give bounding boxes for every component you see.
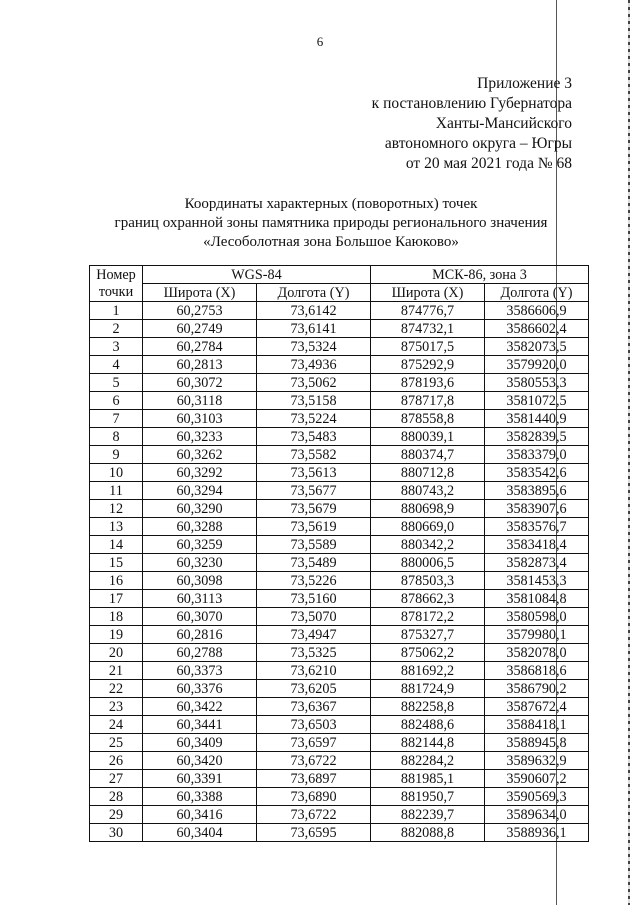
appendix-line: Приложение 3 bbox=[477, 75, 572, 92]
cell-msk-y: 3590607,2 bbox=[485, 770, 589, 788]
cell-wgs-lon: 73,6897 bbox=[257, 770, 371, 788]
cell-msk-y: 3582873,4 bbox=[485, 554, 589, 572]
cell-wgs-lat: 60,3420 bbox=[143, 752, 257, 770]
cell-wgs-lat: 60,2784 bbox=[143, 338, 257, 356]
cell-wgs-lon: 73,5062 bbox=[257, 374, 371, 392]
cell-wgs-lon: 73,6205 bbox=[257, 680, 371, 698]
cell-msk-x: 874732,1 bbox=[371, 320, 485, 338]
header-number: Номер точки bbox=[90, 266, 143, 302]
cell-wgs-lon: 73,6890 bbox=[257, 788, 371, 806]
cell-number: 15 bbox=[90, 554, 143, 572]
cell-msk-x: 882488,6 bbox=[371, 716, 485, 734]
cell-msk-x: 875327,7 bbox=[371, 626, 485, 644]
cell-wgs-lat: 60,3288 bbox=[143, 518, 257, 536]
cell-number: 14 bbox=[90, 536, 143, 554]
cell-msk-x: 881985,1 bbox=[371, 770, 485, 788]
cell-wgs-lat: 60,3422 bbox=[143, 698, 257, 716]
cell-msk-y: 3579980,1 bbox=[485, 626, 589, 644]
table-row bbox=[90, 392, 589, 410]
cell-msk-x: 880712,8 bbox=[371, 464, 485, 482]
cell-msk-x: 880743,2 bbox=[371, 482, 485, 500]
cell-number: 23 bbox=[90, 698, 143, 716]
cell-msk-y: 3582078,0 bbox=[485, 644, 589, 662]
cell-msk-y: 3586602,4 bbox=[485, 320, 589, 338]
cell-msk-y: 3586606,9 bbox=[485, 302, 589, 320]
table-row bbox=[90, 626, 589, 644]
table-row bbox=[90, 788, 589, 806]
cell-wgs-lon: 73,6722 bbox=[257, 806, 371, 824]
table-row bbox=[90, 446, 589, 464]
cell-number: 29 bbox=[90, 806, 143, 824]
cell-msk-y: 3582839,5 bbox=[485, 428, 589, 446]
document-title bbox=[0, 195, 640, 252]
cell-msk-x: 878717,8 bbox=[371, 392, 485, 410]
cell-number: 19 bbox=[90, 626, 143, 644]
cell-msk-x: 878662,3 bbox=[371, 590, 485, 608]
cell-wgs-lat: 60,3441 bbox=[143, 716, 257, 734]
cell-wgs-lat: 60,3416 bbox=[143, 806, 257, 824]
appendix-line: Ханты-Мансийского bbox=[435, 115, 572, 132]
title-line: «Лесоболотная зона Большое Каюково» bbox=[203, 234, 459, 250]
cell-msk-x: 880342,2 bbox=[371, 536, 485, 554]
cell-wgs-lat: 60,3098 bbox=[143, 572, 257, 590]
table-row bbox=[90, 536, 589, 554]
scan-edge-strip bbox=[628, 0, 630, 905]
cell-wgs-lat: 60,2813 bbox=[143, 356, 257, 374]
cell-msk-y: 3583576,7 bbox=[485, 518, 589, 536]
cell-wgs-lat: 60,3391 bbox=[143, 770, 257, 788]
cell-msk-x: 878558,8 bbox=[371, 410, 485, 428]
cell-wgs-lon: 73,5158 bbox=[257, 392, 371, 410]
table-body bbox=[90, 302, 589, 842]
cell-number: 18 bbox=[90, 608, 143, 626]
cell-number: 7 bbox=[90, 410, 143, 428]
cell-msk-x: 880374,7 bbox=[371, 446, 485, 464]
header-lat: Широта (X) bbox=[143, 284, 257, 302]
table-row bbox=[90, 608, 589, 626]
cell-wgs-lon: 73,5324 bbox=[257, 338, 371, 356]
cell-msk-y: 3583542,6 bbox=[485, 464, 589, 482]
table-row bbox=[90, 806, 589, 824]
cell-number: 26 bbox=[90, 752, 143, 770]
table-row bbox=[90, 644, 589, 662]
cell-msk-x: 881692,2 bbox=[371, 662, 485, 680]
cell-number: 8 bbox=[90, 428, 143, 446]
cell-msk-x: 882088,8 bbox=[371, 824, 485, 842]
cell-msk-x: 878172,2 bbox=[371, 608, 485, 626]
table-row bbox=[90, 752, 589, 770]
cell-msk-y: 3588936,1 bbox=[485, 824, 589, 842]
table-row bbox=[90, 302, 589, 320]
table-row bbox=[90, 734, 589, 752]
cell-number: 16 bbox=[90, 572, 143, 590]
cell-msk-y: 3580598,0 bbox=[485, 608, 589, 626]
table-row bbox=[90, 824, 589, 842]
appendix-line: автономного округа – Югры bbox=[384, 135, 572, 152]
cell-msk-y: 3581084,8 bbox=[485, 590, 589, 608]
cell-wgs-lon: 73,5070 bbox=[257, 608, 371, 626]
table-row bbox=[90, 320, 589, 338]
cell-wgs-lon: 73,5226 bbox=[257, 572, 371, 590]
cell-wgs-lat: 60,3233 bbox=[143, 428, 257, 446]
cell-wgs-lat: 60,3072 bbox=[143, 374, 257, 392]
cell-msk-y: 3590569,3 bbox=[485, 788, 589, 806]
cell-msk-y: 3582073,5 bbox=[485, 338, 589, 356]
appendix-line: от 20 мая 2021 года № 68 bbox=[405, 155, 572, 172]
cell-msk-y: 3581440,9 bbox=[485, 410, 589, 428]
cell-wgs-lon: 73,6595 bbox=[257, 824, 371, 842]
cell-wgs-lat: 60,3373 bbox=[143, 662, 257, 680]
cell-wgs-lat: 60,3118 bbox=[143, 392, 257, 410]
appendix-line: к постановлению Губернатора bbox=[371, 95, 572, 112]
cell-msk-y: 3589634,0 bbox=[485, 806, 589, 824]
cell-wgs-lat: 60,3294 bbox=[143, 482, 257, 500]
cell-wgs-lat: 60,3259 bbox=[143, 536, 257, 554]
table-row bbox=[90, 428, 589, 446]
cell-wgs-lon: 73,4936 bbox=[257, 356, 371, 374]
cell-msk-y: 3583418,4 bbox=[485, 536, 589, 554]
cell-wgs-lat: 60,3103 bbox=[143, 410, 257, 428]
cell-msk-y: 3580553,3 bbox=[485, 374, 589, 392]
cell-number: 21 bbox=[90, 662, 143, 680]
cell-wgs-lon: 73,6142 bbox=[257, 302, 371, 320]
cell-wgs-lon: 73,5679 bbox=[257, 500, 371, 518]
cell-msk-x: 880039,1 bbox=[371, 428, 485, 446]
cell-msk-y: 3581072,5 bbox=[485, 392, 589, 410]
table-row bbox=[90, 410, 589, 428]
cell-wgs-lat: 60,3290 bbox=[143, 500, 257, 518]
cell-wgs-lon: 73,6503 bbox=[257, 716, 371, 734]
table-row bbox=[90, 716, 589, 734]
cell-msk-x: 882144,8 bbox=[371, 734, 485, 752]
header-y: Долгота (Y) bbox=[485, 284, 589, 302]
cell-msk-y: 3583379,0 bbox=[485, 446, 589, 464]
cell-wgs-lon: 73,5589 bbox=[257, 536, 371, 554]
cell-wgs-lon: 73,6722 bbox=[257, 752, 371, 770]
cell-wgs-lon: 73,6141 bbox=[257, 320, 371, 338]
cell-wgs-lon: 73,5160 bbox=[257, 590, 371, 608]
cell-wgs-lon: 73,5489 bbox=[257, 554, 371, 572]
cell-number: 3 bbox=[90, 338, 143, 356]
table-row bbox=[90, 572, 589, 590]
cell-wgs-lat: 60,3409 bbox=[143, 734, 257, 752]
appendix-block bbox=[242, 74, 572, 174]
cell-number: 10 bbox=[90, 464, 143, 482]
cell-wgs-lon: 73,5582 bbox=[257, 446, 371, 464]
table-row bbox=[90, 770, 589, 788]
cell-msk-x: 878503,3 bbox=[371, 572, 485, 590]
table-row bbox=[90, 482, 589, 500]
cell-msk-y: 3586818,6 bbox=[485, 662, 589, 680]
cell-number: 11 bbox=[90, 482, 143, 500]
cell-msk-y: 3583907,6 bbox=[485, 500, 589, 518]
cell-msk-x: 878193,6 bbox=[371, 374, 485, 392]
cell-number: 9 bbox=[90, 446, 143, 464]
cell-wgs-lat: 60,3404 bbox=[143, 824, 257, 842]
cell-wgs-lon: 73,5224 bbox=[257, 410, 371, 428]
cell-msk-x: 882284,2 bbox=[371, 752, 485, 770]
cell-msk-x: 881724,9 bbox=[371, 680, 485, 698]
cell-wgs-lon: 73,6210 bbox=[257, 662, 371, 680]
cell-wgs-lat: 60,3292 bbox=[143, 464, 257, 482]
cell-wgs-lat: 60,3376 bbox=[143, 680, 257, 698]
title-line: границ охранной зоны памятника природы регионального значения bbox=[114, 215, 548, 231]
table-row bbox=[90, 518, 589, 536]
table-row bbox=[90, 698, 589, 716]
cell-msk-y: 3586790,2 bbox=[485, 680, 589, 698]
table-row bbox=[90, 590, 589, 608]
header-group-wgs84: WGS-84 bbox=[143, 266, 371, 284]
cell-number: 6 bbox=[90, 392, 143, 410]
cell-wgs-lon: 73,6597 bbox=[257, 734, 371, 752]
cell-msk-y: 3587672,4 bbox=[485, 698, 589, 716]
cell-wgs-lon: 73,6367 bbox=[257, 698, 371, 716]
cell-msk-x: 882239,7 bbox=[371, 806, 485, 824]
cell-number: 17 bbox=[90, 590, 143, 608]
cell-number: 1 bbox=[90, 302, 143, 320]
table-row bbox=[90, 554, 589, 572]
table-row bbox=[90, 680, 589, 698]
cell-msk-x: 875292,9 bbox=[371, 356, 485, 374]
cell-number: 2 bbox=[90, 320, 143, 338]
cell-wgs-lat: 60,2788 bbox=[143, 644, 257, 662]
cell-wgs-lat: 60,3388 bbox=[143, 788, 257, 806]
cell-wgs-lon: 73,5677 bbox=[257, 482, 371, 500]
table-row bbox=[90, 356, 589, 374]
cell-msk-x: 875017,5 bbox=[371, 338, 485, 356]
page-number: 6 bbox=[316, 34, 324, 49]
cell-wgs-lon: 73,4947 bbox=[257, 626, 371, 644]
title-line: Координаты характерных (поворотных) точек bbox=[184, 196, 478, 212]
cell-wgs-lat: 60,3230 bbox=[143, 554, 257, 572]
cell-number: 28 bbox=[90, 788, 143, 806]
cell-number: 27 bbox=[90, 770, 143, 788]
table-row bbox=[90, 374, 589, 392]
cell-number: 4 bbox=[90, 356, 143, 374]
cell-msk-y: 3589632,9 bbox=[485, 752, 589, 770]
cell-wgs-lon: 73,5619 bbox=[257, 518, 371, 536]
cell-msk-y: 3588945,8 bbox=[485, 734, 589, 752]
cell-msk-x: 881950,7 bbox=[371, 788, 485, 806]
cell-number: 12 bbox=[90, 500, 143, 518]
table-row bbox=[90, 464, 589, 482]
cell-msk-x: 882258,8 bbox=[371, 698, 485, 716]
table-row bbox=[90, 338, 589, 356]
header-group-msk86: МСК-86, зона 3 bbox=[371, 266, 589, 284]
cell-number: 5 bbox=[90, 374, 143, 392]
cell-wgs-lat: 60,2749 bbox=[143, 320, 257, 338]
cell-wgs-lon: 73,5325 bbox=[257, 644, 371, 662]
cell-wgs-lat: 60,2816 bbox=[143, 626, 257, 644]
table-row bbox=[90, 662, 589, 680]
cell-wgs-lon: 73,5483 bbox=[257, 428, 371, 446]
cell-number: 24 bbox=[90, 716, 143, 734]
cell-msk-x: 880006,5 bbox=[371, 554, 485, 572]
cell-msk-y: 3583895,6 bbox=[485, 482, 589, 500]
cell-number: 22 bbox=[90, 680, 143, 698]
cell-wgs-lat: 60,3262 bbox=[143, 446, 257, 464]
cell-wgs-lat: 60,2753 bbox=[143, 302, 257, 320]
cell-msk-x: 875062,2 bbox=[371, 644, 485, 662]
cell-number: 13 bbox=[90, 518, 143, 536]
cell-wgs-lat: 60,3070 bbox=[143, 608, 257, 626]
header-lon: Долгота (Y) bbox=[257, 284, 371, 302]
cell-msk-x: 874776,7 bbox=[371, 302, 485, 320]
cell-number: 25 bbox=[90, 734, 143, 752]
cell-wgs-lat: 60,3113 bbox=[143, 590, 257, 608]
cell-wgs-lon: 73,5613 bbox=[257, 464, 371, 482]
cell-msk-y: 3581453,3 bbox=[485, 572, 589, 590]
cell-msk-y: 3579920,0 bbox=[485, 356, 589, 374]
cell-msk-y: 3588418,1 bbox=[485, 716, 589, 734]
header-x: Широта (X) bbox=[371, 284, 485, 302]
cell-msk-x: 880669,0 bbox=[371, 518, 485, 536]
cell-number: 20 bbox=[90, 644, 143, 662]
table-row bbox=[90, 500, 589, 518]
cell-number: 30 bbox=[90, 824, 143, 842]
cell-msk-x: 880698,9 bbox=[371, 500, 485, 518]
coordinates-table bbox=[89, 265, 589, 842]
